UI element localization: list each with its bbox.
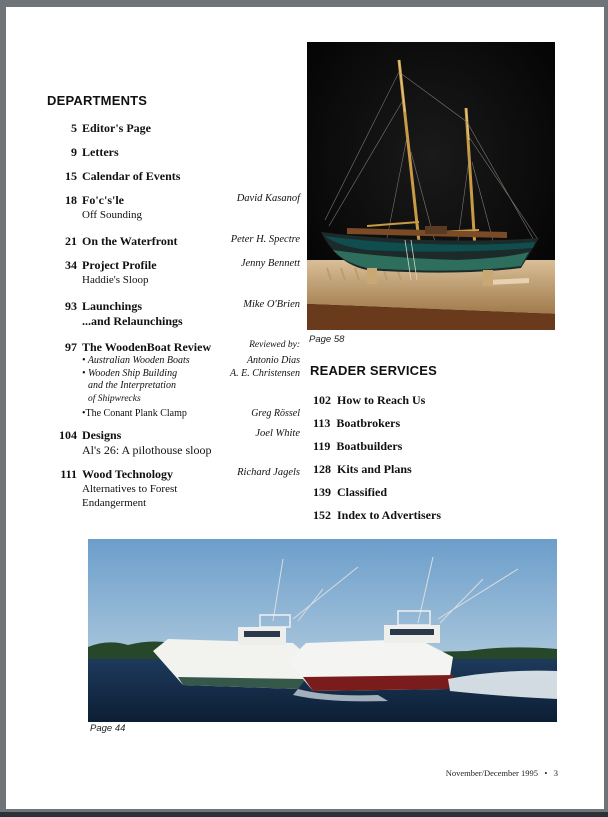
list-item: 111 Wood Technology Richard Jagels Alternatives to Forest Endangerment — [48, 467, 300, 510]
review-list — [48, 355, 300, 421]
list-item: 119 Boatbuilders — [313, 439, 403, 453]
ship-model-illustration — [307, 42, 555, 330]
viewer-bottom-bar — [0, 812, 608, 817]
sportfishing-boats-photo — [88, 539, 557, 722]
review-item: • Wooden Ship Building A. E. Christensen — [82, 367, 300, 379]
list-item: 18 Fo'c's'le David Kasanof Off Sounding — [48, 193, 300, 222]
list-item: 15 Calendar of Events — [65, 169, 181, 183]
list-item: 152 Index to Advertisers — [313, 508, 441, 522]
reviewer: A. E. Christensen — [230, 367, 300, 379]
review-item: • Australian Wooden Boats Antonio Dias — [82, 355, 300, 366]
reader-services-heading: READER SERVICES — [310, 363, 438, 378]
author: Richard Jagels — [237, 466, 300, 478]
entry-subtitle: Al's 26: A pilothouse sloop — [82, 442, 212, 457]
reviewed-by-label: Reviewed by: — [249, 340, 300, 350]
page-number: 3 — [553, 768, 558, 778]
list-item: 9 Letters — [71, 145, 119, 159]
departments-list — [48, 121, 300, 519]
entry-subtitle: Off Sounding — [82, 209, 142, 221]
list-item: 97 The WoodenBoat Review Reviewed by: • Australian Wooden Boats Antonio Dias • Wooden Ship Building A. E. Christensen and the Interpretation of Shipwrecks •The Conant Plank Clamp Greg Rössel — [48, 340, 300, 421]
entry-subtitle: Haddie's Sloop — [82, 274, 149, 286]
review-item: •The Conant Plank Clamp Greg Rössel — [82, 408, 300, 419]
reviewer: Greg Rössel — [251, 408, 300, 419]
departments-heading: DEPARTMENTS — [47, 93, 148, 108]
entry-subtitle: ...and Relaunchings — [82, 314, 183, 328]
ship-model-photo — [307, 42, 555, 330]
review-item: and the Interpretation — [88, 380, 176, 391]
author: Joel White — [255, 427, 300, 439]
boats-illustration — [88, 539, 557, 722]
reader-services-list — [313, 393, 441, 531]
page-footer — [446, 768, 558, 778]
boats-photo-caption: Page 44 — [90, 723, 126, 734]
author: David Kasanof — [236, 193, 300, 204]
list-item: 21 On the Waterfront Peter H. Spectre — [65, 234, 300, 248]
list-item: 102 How to Reach Us — [313, 393, 426, 407]
list-item: 128 Kits and Plans — [313, 462, 412, 476]
author: Peter H. Spectre — [230, 234, 300, 245]
list-item: 113 Boatbrokers — [313, 416, 401, 430]
entry-subtitle: Alternatives to Forest — [82, 482, 178, 495]
author: Mike O'Brien — [243, 299, 300, 310]
review-item: of Shipwrecks — [88, 393, 141, 404]
entry-subtitle-line2: Endangerment — [82, 496, 147, 509]
list-item: 34 Project Profile Jenny Bennett Haddie's Sloop — [48, 258, 300, 287]
reviewer: Antonio Dias — [246, 355, 300, 366]
footer-separator: • — [544, 768, 548, 778]
magazine-page — [6, 7, 604, 809]
list-item: 93 Launchings Mike O'Brien ...and Relaunchings — [48, 299, 300, 328]
ship-photo-caption: Page 58 — [309, 334, 345, 345]
list-item: 5 Editor's Page — [71, 121, 151, 135]
list-item: 104 Designs Joel White Al's 26: A pilothouse sloop — [48, 428, 300, 457]
list-item: 139 Classified — [313, 485, 388, 499]
issue-date: November/December 1995 — [445, 768, 539, 778]
author: Jenny Bennett — [240, 258, 300, 269]
